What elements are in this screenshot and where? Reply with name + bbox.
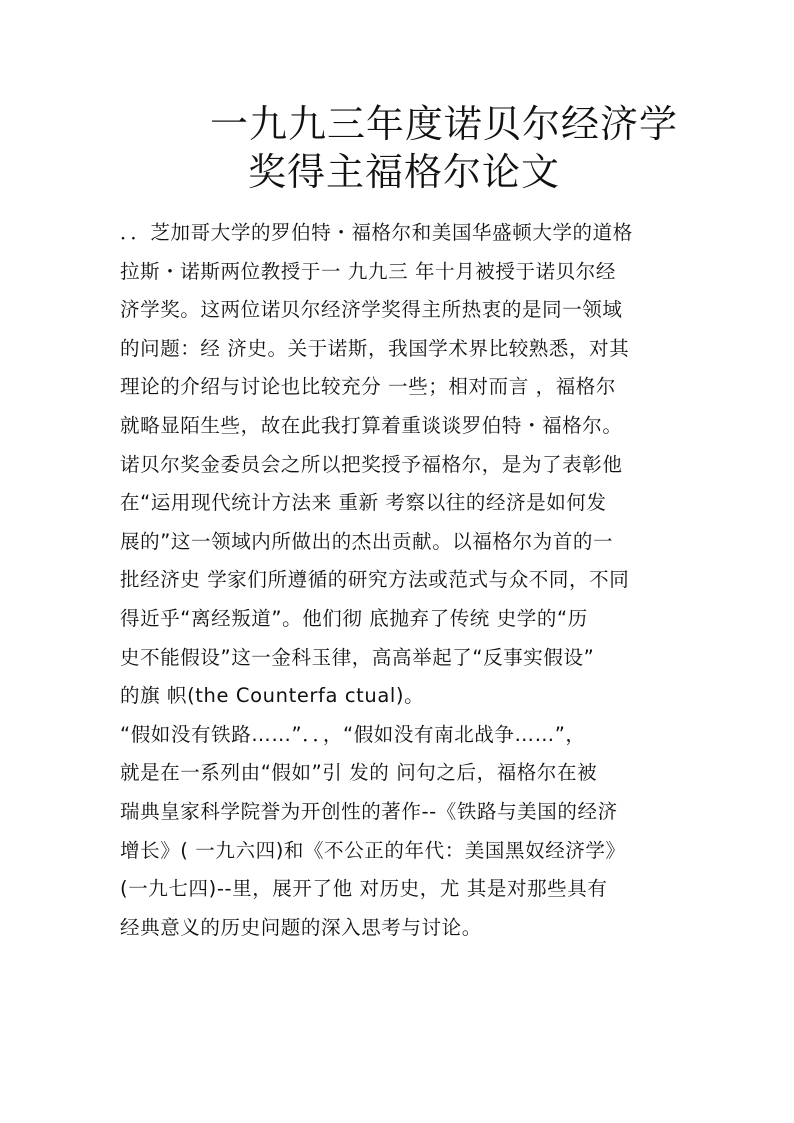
body-line: 的旗 帜(the Counterfa ctual)。 [120, 684, 425, 708]
body-line: 得近乎“离经叛道”。他们彻 底抛弃了传统 史学的“历 [120, 606, 588, 630]
body-line: 济学奖。这两位诺贝尔经济学奖得主所热衷的是同一领域 [120, 298, 623, 322]
body-line: 展的”这一领域内所做出的杰出贡献。以福格尔为首的一 [120, 529, 614, 553]
body-line: ．．芝加哥大学的罗伯特・福格尔和美国华盛顿大学的道格 [120, 221, 633, 244]
document-body [120, 214, 676, 947]
body-line: “假如没有铁路……”．．，“假如没有南北战争……”， [120, 722, 586, 746]
body-line: 的问题：经 济史。关于诺斯，我国学术界比较熟悉，对其 [120, 336, 630, 360]
body-line: 拉斯・诺斯两位教授于一 九九三 年十月被授于诺贝尔经 [120, 259, 616, 283]
body-line: 史不能假设”这一金科玉律，高高举起了“反事实假设” [120, 645, 595, 669]
body-line: 经典意义的历史问题的深入思考与讨论。 [120, 915, 482, 939]
body-line: 在“运用现代统计方法来 重新 考察以往的经济是如何发 [120, 491, 607, 515]
body-line: 增长》( 一九六四)和《不公正的年代：美国黑奴经济学》 [120, 838, 626, 862]
document-title-line-1: 一九九三年度诺贝尔经济学 [210, 102, 679, 146]
body-line: 就是在一系列由“假如”引 发的 问句之后，福格尔在被 [120, 761, 598, 785]
body-line: 理论的介绍与讨论也比较充分 一些；相对而言 ，福格尔 [120, 375, 616, 399]
body-line: 就略显陌生些，故在此我打算着重谈谈罗伯特・福格尔。 [120, 413, 623, 437]
body-line: 批经济史 学家们所遵循的研究方法或范式与众不同，不同 [120, 568, 630, 592]
body-line: 诺贝尔奖金委员会之所以把奖授予福格尔，是为了表彰他 [120, 452, 623, 476]
body-line: (一九七四)--里，展开了他 对历史，尤 其是对那些具有 [120, 877, 608, 901]
body-line: 瑞典皇家科学院誉为开创性的著作--《铁路与美国的经济 [120, 799, 618, 823]
document-title-line-2: 奖得主福格尔论文 [248, 150, 561, 194]
